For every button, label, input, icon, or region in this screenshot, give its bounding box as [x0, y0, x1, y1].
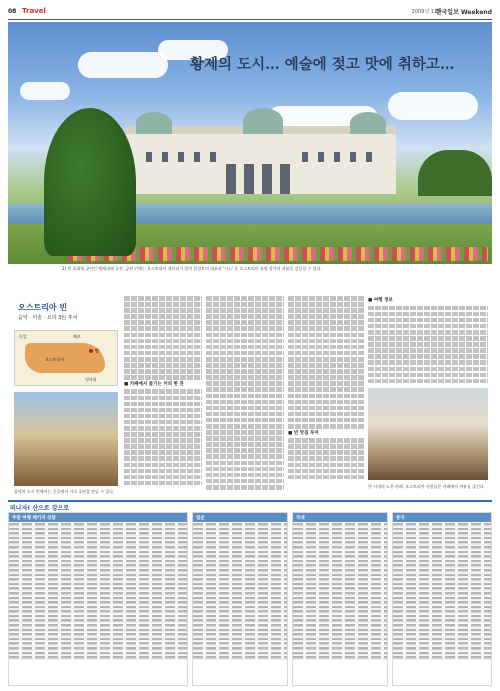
table-title: 중국 — [393, 513, 491, 522]
austria-map — [14, 330, 118, 386]
feature-subtitle: 음악 · 미술 · 요리 3色 투어 — [18, 315, 78, 321]
feature-title: 오스트리아 빈 — [18, 303, 68, 312]
info-column — [368, 296, 488, 384]
headline: 황제의 도시… 예술에 젖고 맛에 취하고… — [190, 56, 455, 73]
article-column-2 — [206, 296, 284, 496]
map-label: 헝가리 — [85, 377, 97, 382]
topiary-bush — [44, 108, 136, 256]
street-photo-caption: 음악의 도시 빈에서는 곳곳에서 거리 공연을 만날 수 있다. — [14, 489, 115, 494]
cafe-photo — [368, 388, 488, 480]
table-row — [193, 655, 287, 660]
map-label: 빈 — [95, 348, 99, 353]
table-title: 일본 — [193, 513, 287, 522]
listings-band — [8, 500, 492, 510]
article-subhead: ■ 카페에서 즐기는 커피 한 잔 — [124, 381, 184, 387]
article-subhead: ■ 빈 맛집 투어 — [288, 430, 319, 436]
article-column-1 — [124, 296, 202, 496]
map-label: 독일 — [19, 334, 27, 339]
table-title: 국내 — [293, 513, 387, 522]
publication-name: 한국일보 Weekend — [435, 9, 492, 16]
vienna-marker-icon — [89, 349, 93, 353]
photo-caption: 1) 빈 초대형 궁전인 벨베데레 궁전. 궁전 안에는 오스트리아 갤러리가 있어 클림트의 대표작 '키스' 등 오스트리아 유명 작가의 작품을 감상할 수 있다. — [62, 266, 322, 271]
info-title: ■ 여행 정보 — [368, 298, 393, 303]
map-label: 체코 — [73, 334, 81, 339]
japan-table — [192, 512, 288, 686]
page-number: 08 — [8, 8, 17, 15]
domestic-table — [292, 512, 388, 686]
palace-illustration — [126, 134, 396, 194]
street-photo — [14, 392, 118, 486]
page-header — [8, 6, 492, 20]
table-row — [393, 655, 491, 660]
listings-title: 떠나자! 산으로 강으로 — [10, 505, 70, 512]
china-table — [392, 512, 492, 686]
section-name: Travel — [22, 7, 46, 15]
issue-date: 2009년 11월 — [411, 9, 442, 15]
table-title: 주말 여행 패키지 상품 — [9, 513, 187, 522]
package-table — [8, 512, 188, 686]
map-label: 오스트리아 — [45, 357, 65, 362]
cafe-photo-caption: 빈 시내의 노천 카페. 오스트리아 사람들은 카페에서 여유를 즐긴다. — [368, 484, 486, 489]
article-column-3 — [288, 296, 364, 496]
table-row — [293, 655, 387, 660]
table-row — [9, 655, 187, 660]
